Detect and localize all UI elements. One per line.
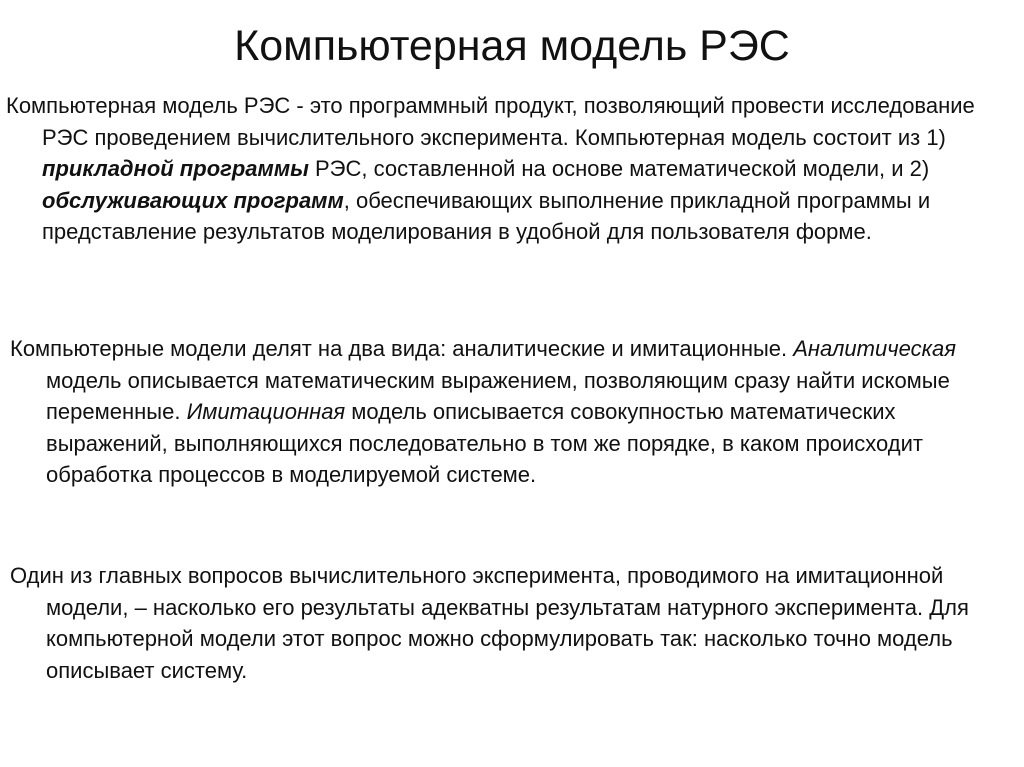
p2-text-2: модель описывается математическим выражением, позволяющим сразу найти искомые переменные. [46,367,950,424]
slide-title: Компьютерная модель РЭС [234,22,790,70]
paragraph-definition [6,90,992,248]
p2-term-simulation: Имитационная [186,399,346,424]
p2-term-analytical: Аналитическая [793,336,956,361]
p2-text-1: Компьютерные модели делят на два вида: аналитические и имитационные. [10,336,794,361]
p2-text-3: модель описывается совокупностью математических выражений, выполняющихся последовательно в том же порядке, в каком происходит обработка процессов в моделируемой системе. [46,399,923,487]
p1-text-3: , обеспечивающих выполнение прикладной программы и представление результатов моделирования в удобной для пользователя форме. [42,187,931,244]
p1-term-service-programs: обслуживающих программ [42,187,344,213]
p3-text-1: Один из главных вопросов вычислительного эксперимента, проводимого на имитационной модели, – насколько его результаты адекватны результатам натурного эксперимента. Для компьютерной модели этот вопрос можно сформулировать так: насколько точно модель описывает систему. [10,563,969,683]
p1-text-1: Компьютерная модель РЭС - это программный продукт, позволяющий провести исследование РЭС проведением вычислительного эксперимента. Компьютерная модель состоит из 1) [6,93,975,150]
p1-text-2: РЭС, составленной на основе математической модели, и 2) [308,156,930,181]
paragraph-adequacy [10,560,996,686]
paragraph-model-types [10,333,996,491]
p1-term-applied-program: прикладной программы [42,156,309,181]
